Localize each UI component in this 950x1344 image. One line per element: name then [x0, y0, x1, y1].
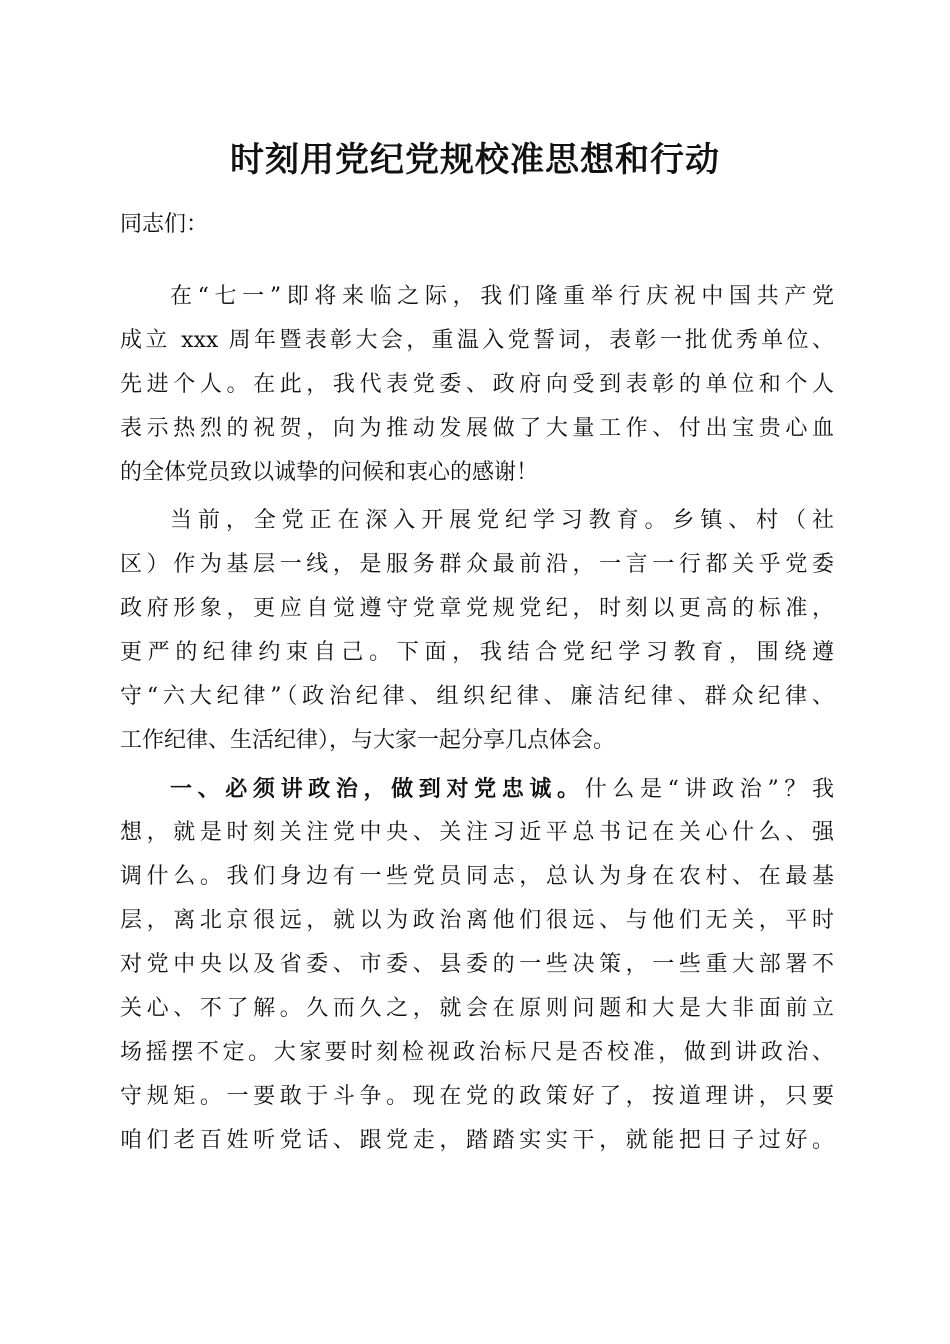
paragraph-3-line: 咱们老百姓听党话、跟党走，踏踏实实干，就能把日子过好。	[120, 1128, 834, 1153]
paragraph-3-line: 调什么。我们身边有一些党员同志，总认为身在农村、在最基	[120, 864, 834, 889]
document-title: 时刻用党纪党规校准思想和行动	[230, 140, 720, 180]
paragraph-2-line: 政府形象，更应自觉遵守党章党规党纪，时刻以更高的标准，	[120, 596, 834, 621]
paragraph-1-line: 先进个人。在此，我代表党委、政府向受到表彰的单位和个人	[120, 372, 834, 397]
paragraph-1-line: 表示热烈的祝贺，向为推动发展做了大量工作、付出宝贵心血	[120, 416, 834, 441]
paragraph-1-line: 在“七一”即将来临之际，我们隆重举行庆祝中国共产党	[170, 284, 834, 309]
paragraph-2-line: 当前，全党正在深入开展党纪学习教育。乡镇、村（社	[170, 508, 834, 533]
paragraph-3-line: 想，就是时刻关注党中央、关注习近平总书记在关心什么、强	[120, 820, 834, 845]
section-text: 什么是“讲政治”？我	[584, 777, 834, 802]
paragraph-3-first-line	[170, 774, 834, 805]
section-heading: 一、必须讲政治，做到对党忠诚。	[170, 776, 585, 802]
paragraph-1-line: 的全体党员致以诚挚的问候和衷心的感谢！	[120, 460, 539, 485]
paragraph-2-line: 区）作为基层一线，是服务群众最前沿，一言一行都关乎党委	[120, 552, 834, 577]
paragraph-2-line: 更严的纪律约束自己。下面，我结合党纪学习教育，围绕遵	[120, 640, 834, 665]
paragraph-3-line: 层，离北京很远，就以为政治离他们很远、与他们无关，平时	[120, 908, 834, 933]
salutation: 同志们：	[120, 212, 209, 237]
paragraph-3-line: 对党中央以及省委、市委、县委的一些决策，一些重大部署不	[120, 952, 834, 977]
paragraph-3-line: 关心、不了解。久而久之，就会在原则问题和大是大非面前立	[120, 996, 834, 1021]
paragraph-2-line: 守“六大纪律”（政治纪律、组织纪律、廉洁纪律、群众纪律、	[120, 684, 834, 709]
paragraph-3-line: 守规矩。一要敢于斗争。现在党的政策好了，按道理讲，只要	[120, 1084, 834, 1109]
paragraph-2-line: 工作纪律、生活纪律），与大家一起分享几点体会。	[120, 728, 616, 753]
paragraph-3-line: 场摇摆不定。大家要时刻检视政治标尺是否校准，做到讲政治、	[120, 1040, 834, 1065]
paragraph-1-line: 成立 xxx 周年暨表彰大会，重温入党誓词，表彰一批优秀单位、	[120, 328, 834, 353]
